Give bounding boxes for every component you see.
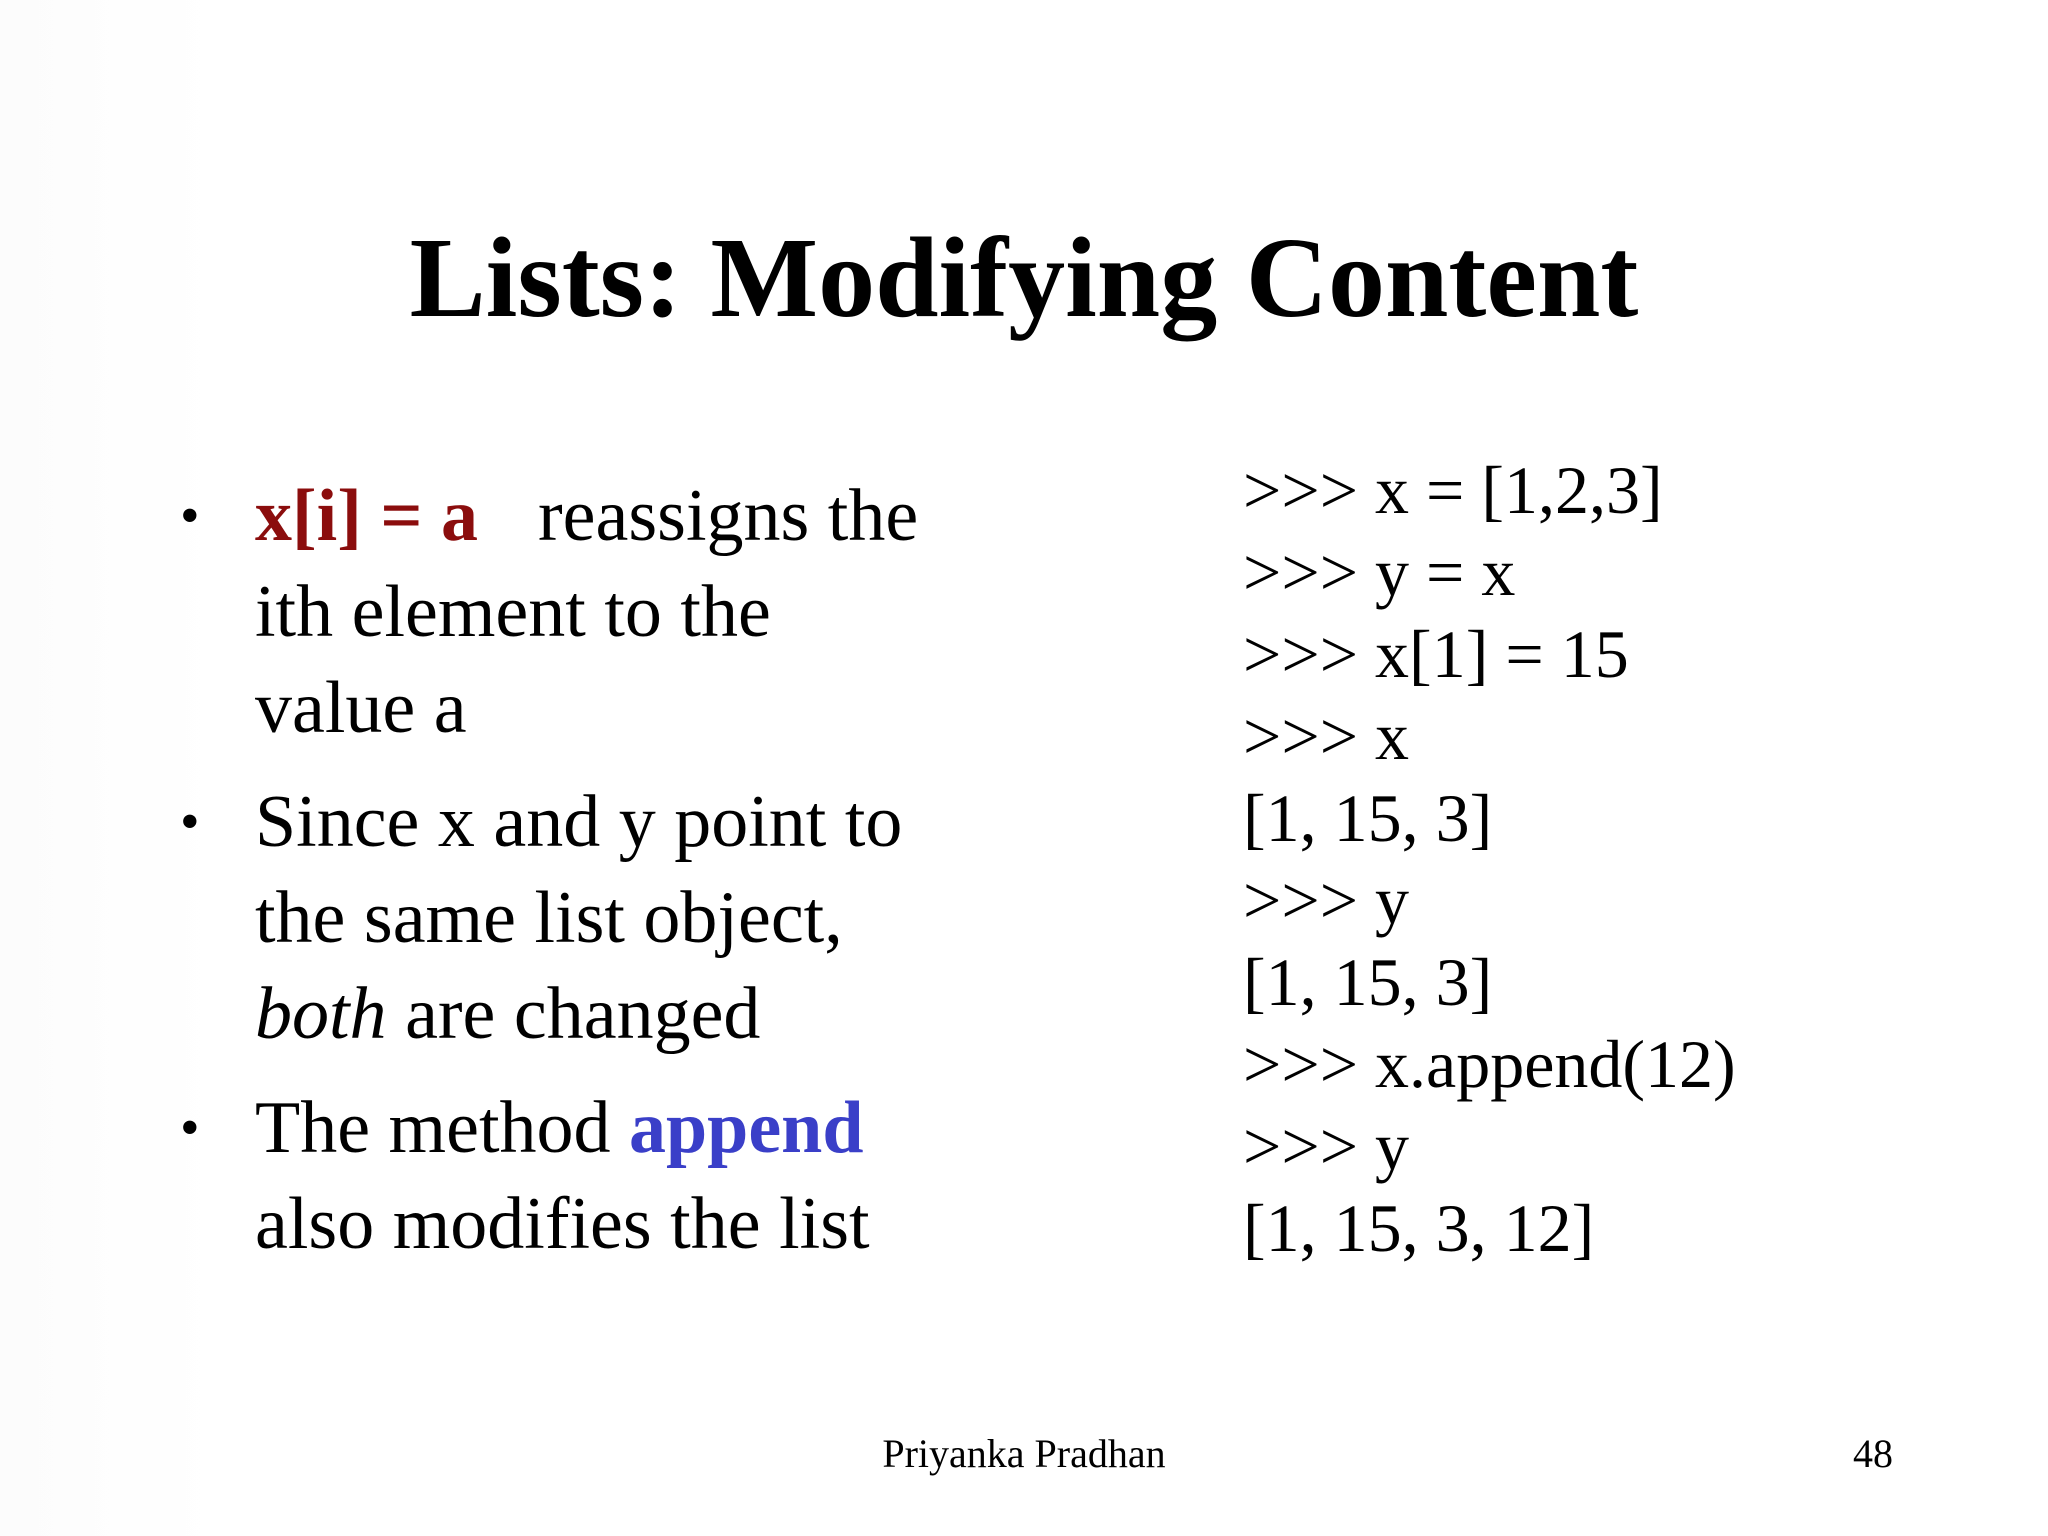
bullet-line — [255, 966, 1180, 1062]
bullet-list — [180, 468, 1180, 1290]
bullet-item-append — [180, 1080, 1180, 1272]
bullet-text: reassigns the — [538, 475, 919, 557]
bullet-item-shared-reference — [180, 774, 1180, 1062]
bullet-text: are changed — [386, 973, 761, 1055]
emphasis-both: both — [255, 973, 387, 1055]
code-line: [1, 15, 3] — [1243, 944, 1493, 1020]
slide-title: Lists: Modifying Content — [409, 214, 1639, 341]
bullet-line: also modifies the list — [255, 1183, 870, 1265]
code-line: >>> y — [1243, 862, 1410, 938]
code-example — [1243, 449, 1736, 1269]
code-line: >>> x[1] = 15 — [1243, 616, 1629, 692]
code-line: [1, 15, 3, 12] — [1243, 1190, 1595, 1266]
bullet-line: value a — [255, 667, 467, 749]
bullet-line — [255, 1080, 1180, 1176]
bullet-symbol: • — [180, 791, 200, 853]
bullet-line: the same list object, — [255, 877, 843, 959]
bullet-item-reassign — [180, 468, 1180, 756]
code-line: >>> x = [1,2,3] — [1243, 452, 1663, 528]
code-term-xi-equals-a: x[i] = a — [255, 475, 479, 557]
bullet-line: ith element to the — [255, 571, 771, 653]
code-line: [1, 15, 3] — [1243, 780, 1493, 856]
footer-author: Priyanka Pradhan — [882, 1431, 1166, 1476]
bullet-text: The method — [255, 1087, 630, 1169]
code-line: >>> y = x — [1243, 534, 1516, 610]
bullet-symbol: • — [180, 1097, 200, 1159]
bullet-symbol: • — [180, 485, 200, 547]
page-number: 48 — [1853, 1431, 1893, 1476]
bullet-line: Since x and y point to — [255, 781, 903, 863]
code-line: >>> y — [1243, 1108, 1410, 1184]
code-term-append: append — [629, 1087, 864, 1169]
code-line: >>> x.append(12) — [1243, 1026, 1736, 1102]
code-line: >>> x — [1243, 698, 1410, 774]
bullet-line — [255, 468, 1180, 564]
